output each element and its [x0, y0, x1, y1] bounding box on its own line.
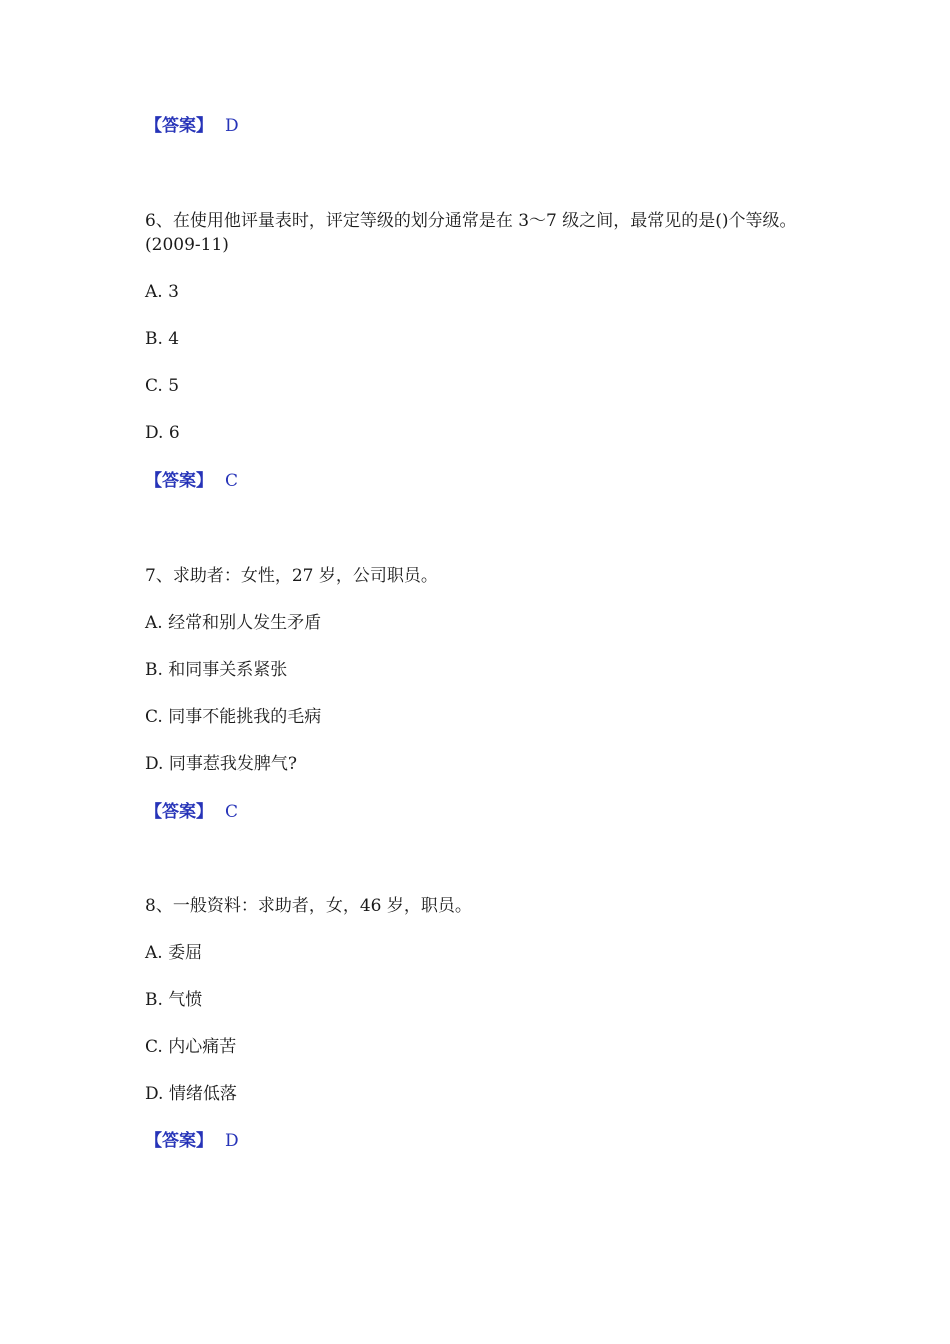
question-8-text: 8、一般资料：求助者，女，46 岁，职员。: [145, 896, 472, 916]
question-6-option-d: D. 6: [145, 423, 180, 443]
question-8-option-d: D. 情绪低落: [145, 1084, 237, 1104]
question-7-text: 7、求助者：女性，27 岁，公司职员。: [145, 566, 438, 586]
answer-label: 【答案】: [145, 116, 213, 136]
answer-value: D: [225, 1131, 239, 1151]
question-6-text: 6、在使用他评量表时，评定等级的划分通常是在 3～7 级之间，最常见的是()个等级。(2009-11): [145, 211, 797, 255]
question-7-option-c: C. 同事不能挑我的毛病: [145, 707, 322, 727]
answer-label: 【答案】: [145, 471, 213, 491]
question-8-option-a: A. 委屈: [145, 943, 203, 963]
answer-label: 【答案】: [145, 1131, 213, 1151]
answer-value: C: [225, 802, 239, 822]
answer-line: [145, 114, 239, 138]
answer-value: C: [225, 471, 239, 491]
question-6-option-c: C. 5: [145, 376, 180, 396]
question-6-option-b: B. 4: [145, 329, 180, 349]
question-8-option-b: B. 气愤: [145, 990, 203, 1010]
question-6-option-a: A. 3: [145, 282, 179, 302]
question-7-option-d: D. 同事惹我发脾气?: [145, 754, 297, 774]
question-7-answer: [145, 800, 238, 824]
answer-value: D: [225, 116, 239, 136]
question-8-option-c: C. 内心痛苦: [145, 1037, 237, 1057]
question-8-answer: [145, 1129, 239, 1153]
question-6-answer: [145, 469, 238, 493]
question-7-option-a: A. 经常和别人发生矛盾: [145, 613, 322, 633]
question-7-option-b: B. 和同事关系紧张: [145, 660, 288, 680]
answer-label: 【答案】: [145, 802, 213, 822]
